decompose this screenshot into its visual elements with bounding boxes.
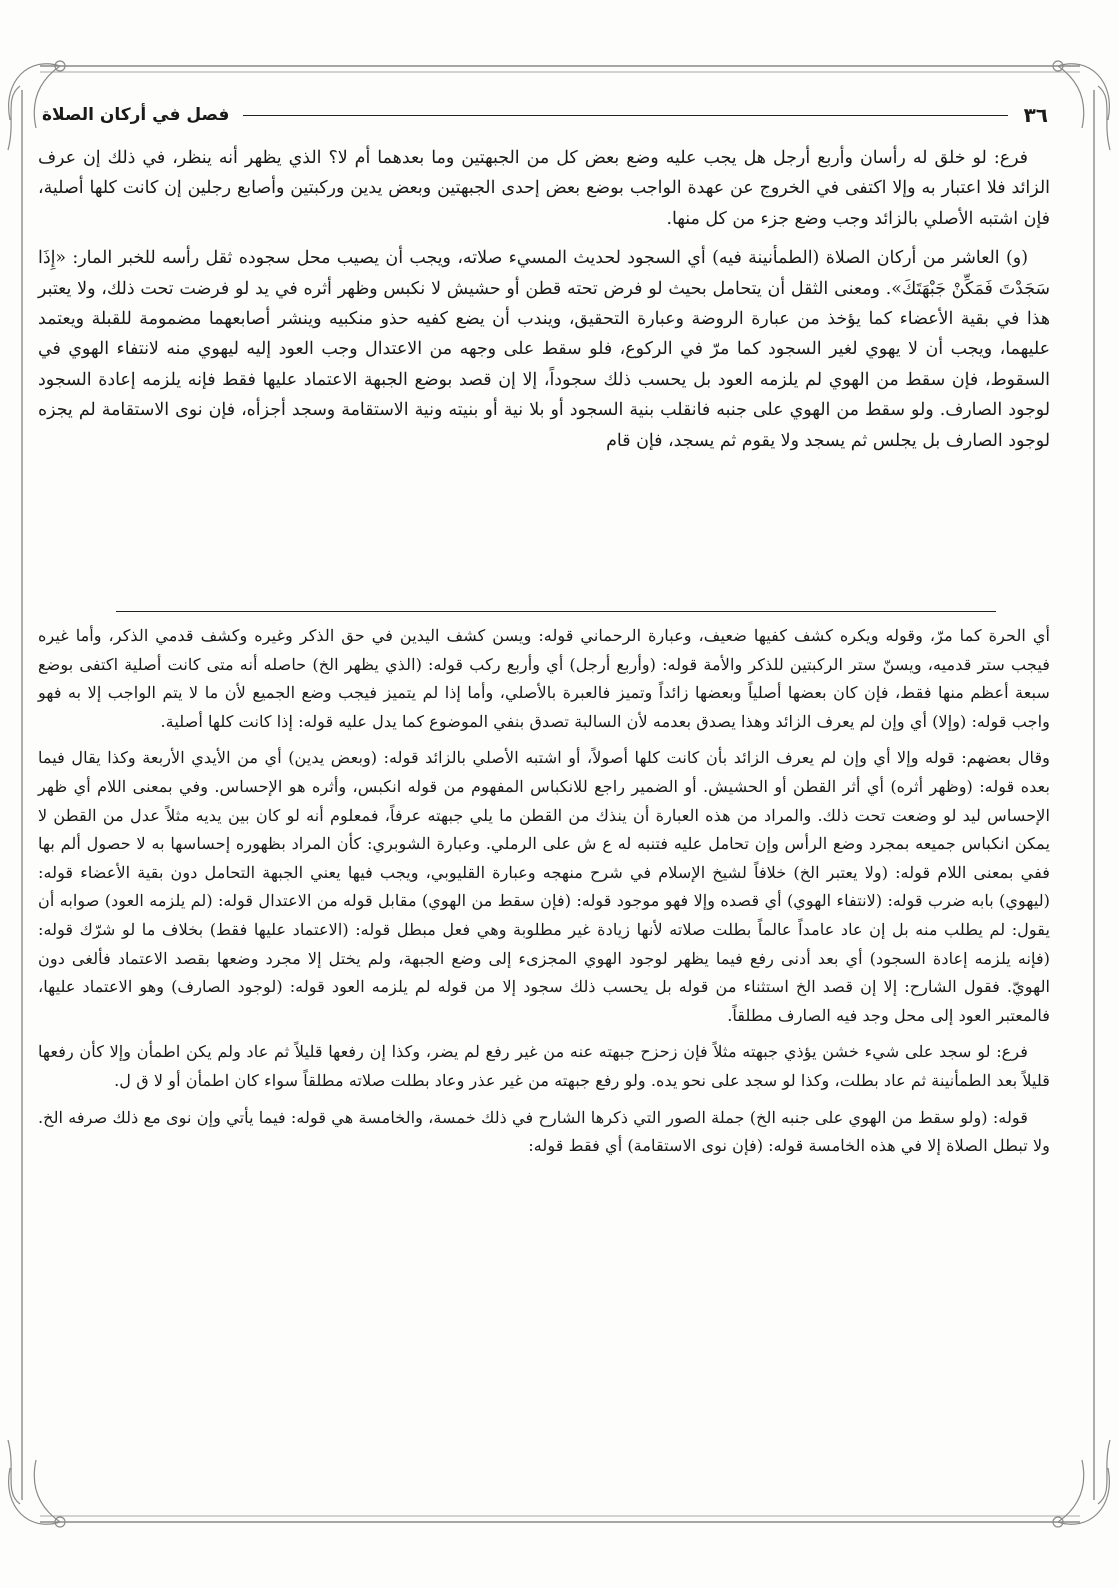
chapter-title: فصل في أركان الصلاة — [42, 105, 230, 125]
commentary-paragraph: وقال بعضهم: قوله وإلا أي وإن لم يعرف الزائد بأن كانت كلها أصولاً، أو اشتبه الأصلي بالزائد قوله: (وبعض يدين) أي من الأيدي الأربعة وكذا يقال فيما بعده قوله: (وظهر أثره) أي أثر القطن أو الحشيش. أو الضمير راجع للانكباس المفهوم من قوله انكبس، وأثره هو الإحساس. وفي بمعنى اللام أي ظهر الإحساس ليد لو وضعت تحت ذلك. والمراد من هذه العبارة أن ينذك من القطن ما يلي جبهته عرفاً، فمعلوم أنه لو كان بين يديه مثلاً عدل من القطن لا يمكن انكباس جميعه بمجرد وضع الرأس وإن تحامل عليه فتنبه له ع ش على الرملي. وعبارة الشوبري: كأن المراد بظهوره إحساسها به لا حصول ألم بها ففي بمعنى اللام قوله: (ولا يعتبر الخ) خلافاً لشيخ الإسلام في شرح منهجه وعبارة القليوبي، ويجب فيها يعني الجبهة التحامل دون بقية الأعضاء قوله: (ليهوي) بابه ضرب قوله: (لانتفاء الهوي) أي قصده وإلا فهو موجود قوله: (فإن سقط من الهوي) مقابل قوله من الاعتدال قوله: (لم يلزمه العود) صوابه أن يقول: لم يطلب منه بل إن عاد عامداً عالماً بطلت صلاته لأنها زيادة غير مطلوبة وهي فعل مبطل قوله: (الاعتماد عليها فقط) بخلاف ما لو شرّك قوله: (فإنه يلزمه إعادة السجود) أي بعد أدنى رفع فيما يظهر لوجود الهوي المجزىء إلى وضع الجبهة، ولم يختل إلا مجرد وضعها بقصد الاعتماد فألغى دون الهويّ. فقول الشارح: إلا إن قصد الخ استثناء من قوله بل يحسب ذلك سجود إلا من قوله لم يلزمه العود قوله: (لوجود الصارف) وهو الاعتماد عليها، فالمعتبر العود إلى محل وجد فيه الصارف مطلقاً. — [38, 748, 1050, 1025]
commentary-paragraph: قوله: (ولو سقط من الهوي على جنبه الخ) جملة الصور التي ذكرها الشارح في ذلك خمسة، والخامسة هي قوله: فيما يأتي وإن نوى مع ذلك صرفه الخ. ولا تبطل الصلاة إلا في هذه الخامسة قوله: (فإن نوى الاستقامة) أي فقط قوله: — [38, 1107, 1050, 1156]
commentary-block — [38, 622, 1050, 1169]
page-number: ٣٦ — [1023, 103, 1048, 127]
page-header — [42, 97, 1048, 133]
commentary-paragraph: أي الحرة كما مرّ، وقوله ويكره كشف كفيها ضعيف، وعبارة الرحماني قوله: ويسن كشف اليدين في حق الذكر وغيره وكشف قدمي الذكر، وأما غيره فيجب ستر قدميه، ويسنّ ستر الركبتين للذكر والأمة قوله: (وأربع أرجل) أي وأربع ركب قوله: (الذي يظهر الخ) حاصله أنه متى كانت أصلية اكتفى بوضع سبعة أعظم منها فقط، فإن كان بعضها أصلياً وبعضها زائداً وتميز فالعبرة بالأصلي، وأما إذا لم يتميز فيجب وضع الجميع لأن ما لا يتم الواجب إلا به فهو واجب قوله: (وإلا) أي وإن لم يعرف الزائد وهذا يصدق بعدمه لأن السالبة تصدق بنفي الموضوع كما يدل عليه قوله: إذا كانت كلها أصلية. — [38, 626, 1050, 731]
header-rule — [243, 115, 1007, 116]
main-paragraph: فرع: لو خلق له رأسان وأربع أرجل هل يجب عليه وضع بعض كل من الجبهتين وما بعدهما أم لا؟ الذي يظهر أنه ينظر، في ذلك إن عرف الزائد فلا اعتبار به وإلا اكتفى في الخروج عن عهدة الواجب بوضع بعض إحدى الجبهتين وبعض يدين وركبتين وأصابع رجلين إن كانت كلها أصلية، فإن اشتبه الأصلي بالزائد وجب وضع جزء من كل منها. — [38, 148, 1050, 229]
main-text-block — [38, 143, 1050, 465]
footnote-divider — [116, 611, 996, 612]
commentary-paragraph: فرع: لو سجد على شيء خشن يؤذي جبهته مثلاً فإن زحزح جبهته عنه من غير رفع لم يضر، وكذا إن رفعها قليلاً ثم عاد ولم يكن اطمأن وإلا كأن رفعها قليلاً بعد الطمأنينة ثم عاد بطلت، وكذا لو سجد على نحو يده. ولو رفع جبهته من غير عذر وعاد بطلت صلاته مطلقاً سواء كان اطمأن أو لا ق ل. — [38, 1042, 1050, 1090]
main-paragraph: (و) العاشر من أركان الصلاة (الطمأنينة فيه) أي السجود لحديث المسيء صلاته، ويجب أن يصيب محل سجوده ثقل رأسه للخبر المار: «إِذَا سَجَدْتَ فَمَكِّنْ جَبْهَتَكَ». ومعنى الثقل أن يتحامل بحيث لو فرض تحته قطن أو حشيش لا نكبس وظهر أثره في يد لو فرضت تحت ذلك، ولا يعتبر هذا في بقية الأعضاء كما يؤخذ من عبارة الروضة وعبارة التحقيق، ويندب أن يضع كفيه حذو منكبيه وينشر أصابعهما مضمومة للقبلة ويعتمد عليهما، ويجب أن لا يهوي لغير السجود كما مرّ في الركوع، فلو سقط على وجهه من الاعتدال وجب العود إليه ليهوي منه لانتفاء الهوي في السقوط، فإن سقط من الهوي لم يلزمه العود بل يحسب ذلك سجوداً، إلا إن قصد بوضع الجبهة الاعتماد عليها فقط فإنه يلزمه إعادة السجود لوجود الصارف. ولو سقط من الهوي على جنبه فانقلب بنية السجود أو بلا نية أو بنيته ونية الاستقامة وسجد أجزأه، فإن نوى الاستقامة لم يجزه لوجود الصارف بل يجلس ثم يسجد ولا يقوم ثم يسجد، فإن قام — [38, 248, 1050, 451]
